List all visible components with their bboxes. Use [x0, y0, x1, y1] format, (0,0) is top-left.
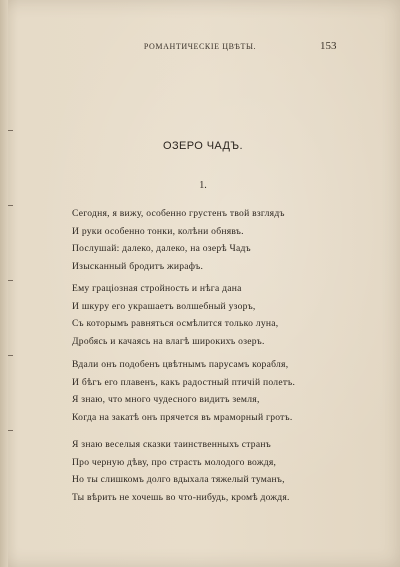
- stanza-1: [72, 205, 372, 275]
- poem-line: И руки особенно тонки, колѣни обнявъ.: [72, 225, 244, 237]
- binding-stitch: [8, 130, 13, 131]
- poem-line: Дробясь и качаясь на влагѣ широкихъ озеръ.: [72, 335, 265, 347]
- poem-line: Сегодня, я вижу, особенно грустенъ твой взглядъ: [72, 208, 285, 219]
- poem-line: Я знаю, что много чудесного видитъ земля,: [72, 394, 260, 405]
- poem-title: ОЗЕРО ЧАДЪ.: [163, 140, 243, 152]
- poem-line: Изысканный бродитъ жирафъ.: [72, 260, 204, 272]
- poem-line: Вдали онъ подобенъ цвѣтнымъ парусамъ корабля,: [72, 359, 289, 370]
- poem-line: Ему грацiозная стройность и нѣга дана: [72, 283, 242, 294]
- running-head: РОМАНТИЧЕСКІЕ ЦВѢТЫ.: [143, 42, 257, 51]
- poem-line: И шкуру его украшаетъ волшебный узоръ,: [72, 300, 256, 312]
- poem-line: Я знаю веселыя сказки таинственныхъ странъ: [72, 439, 271, 450]
- binding-stitch: [8, 430, 13, 431]
- poem-line: Но ты слишкомъ долго вдыхала тяжелый туманъ,: [72, 474, 285, 485]
- poem-line: Послушай: далеко, далеко, на озерѣ Чадъ: [72, 243, 251, 254]
- poem-line: Про черную дѣву, про страсть молодого вождя,: [72, 456, 277, 468]
- binding-stitch: [8, 205, 13, 206]
- binding-stitch: [8, 355, 13, 356]
- poem-line: И бѣгъ его плавенъ, какъ радостный птичiй полетъ.: [72, 376, 296, 388]
- stanza-3: [72, 356, 372, 426]
- poem-line: Съ которымъ равняться осмѣлится только луна,: [72, 318, 279, 329]
- poem-line: Ты вѣрить не хочешь во что-нибудь, кромѣ дождя.: [72, 491, 290, 503]
- page-binding-edge: [0, 0, 8, 567]
- stanza-4: [72, 436, 372, 506]
- binding-stitch: [8, 280, 13, 281]
- page-number: 153: [320, 40, 337, 52]
- poem-line: Когда на закатѣ онъ прячется въ мраморный гротъ.: [72, 411, 293, 423]
- section-number: 1.: [199, 180, 207, 191]
- stanza-2: [72, 280, 372, 350]
